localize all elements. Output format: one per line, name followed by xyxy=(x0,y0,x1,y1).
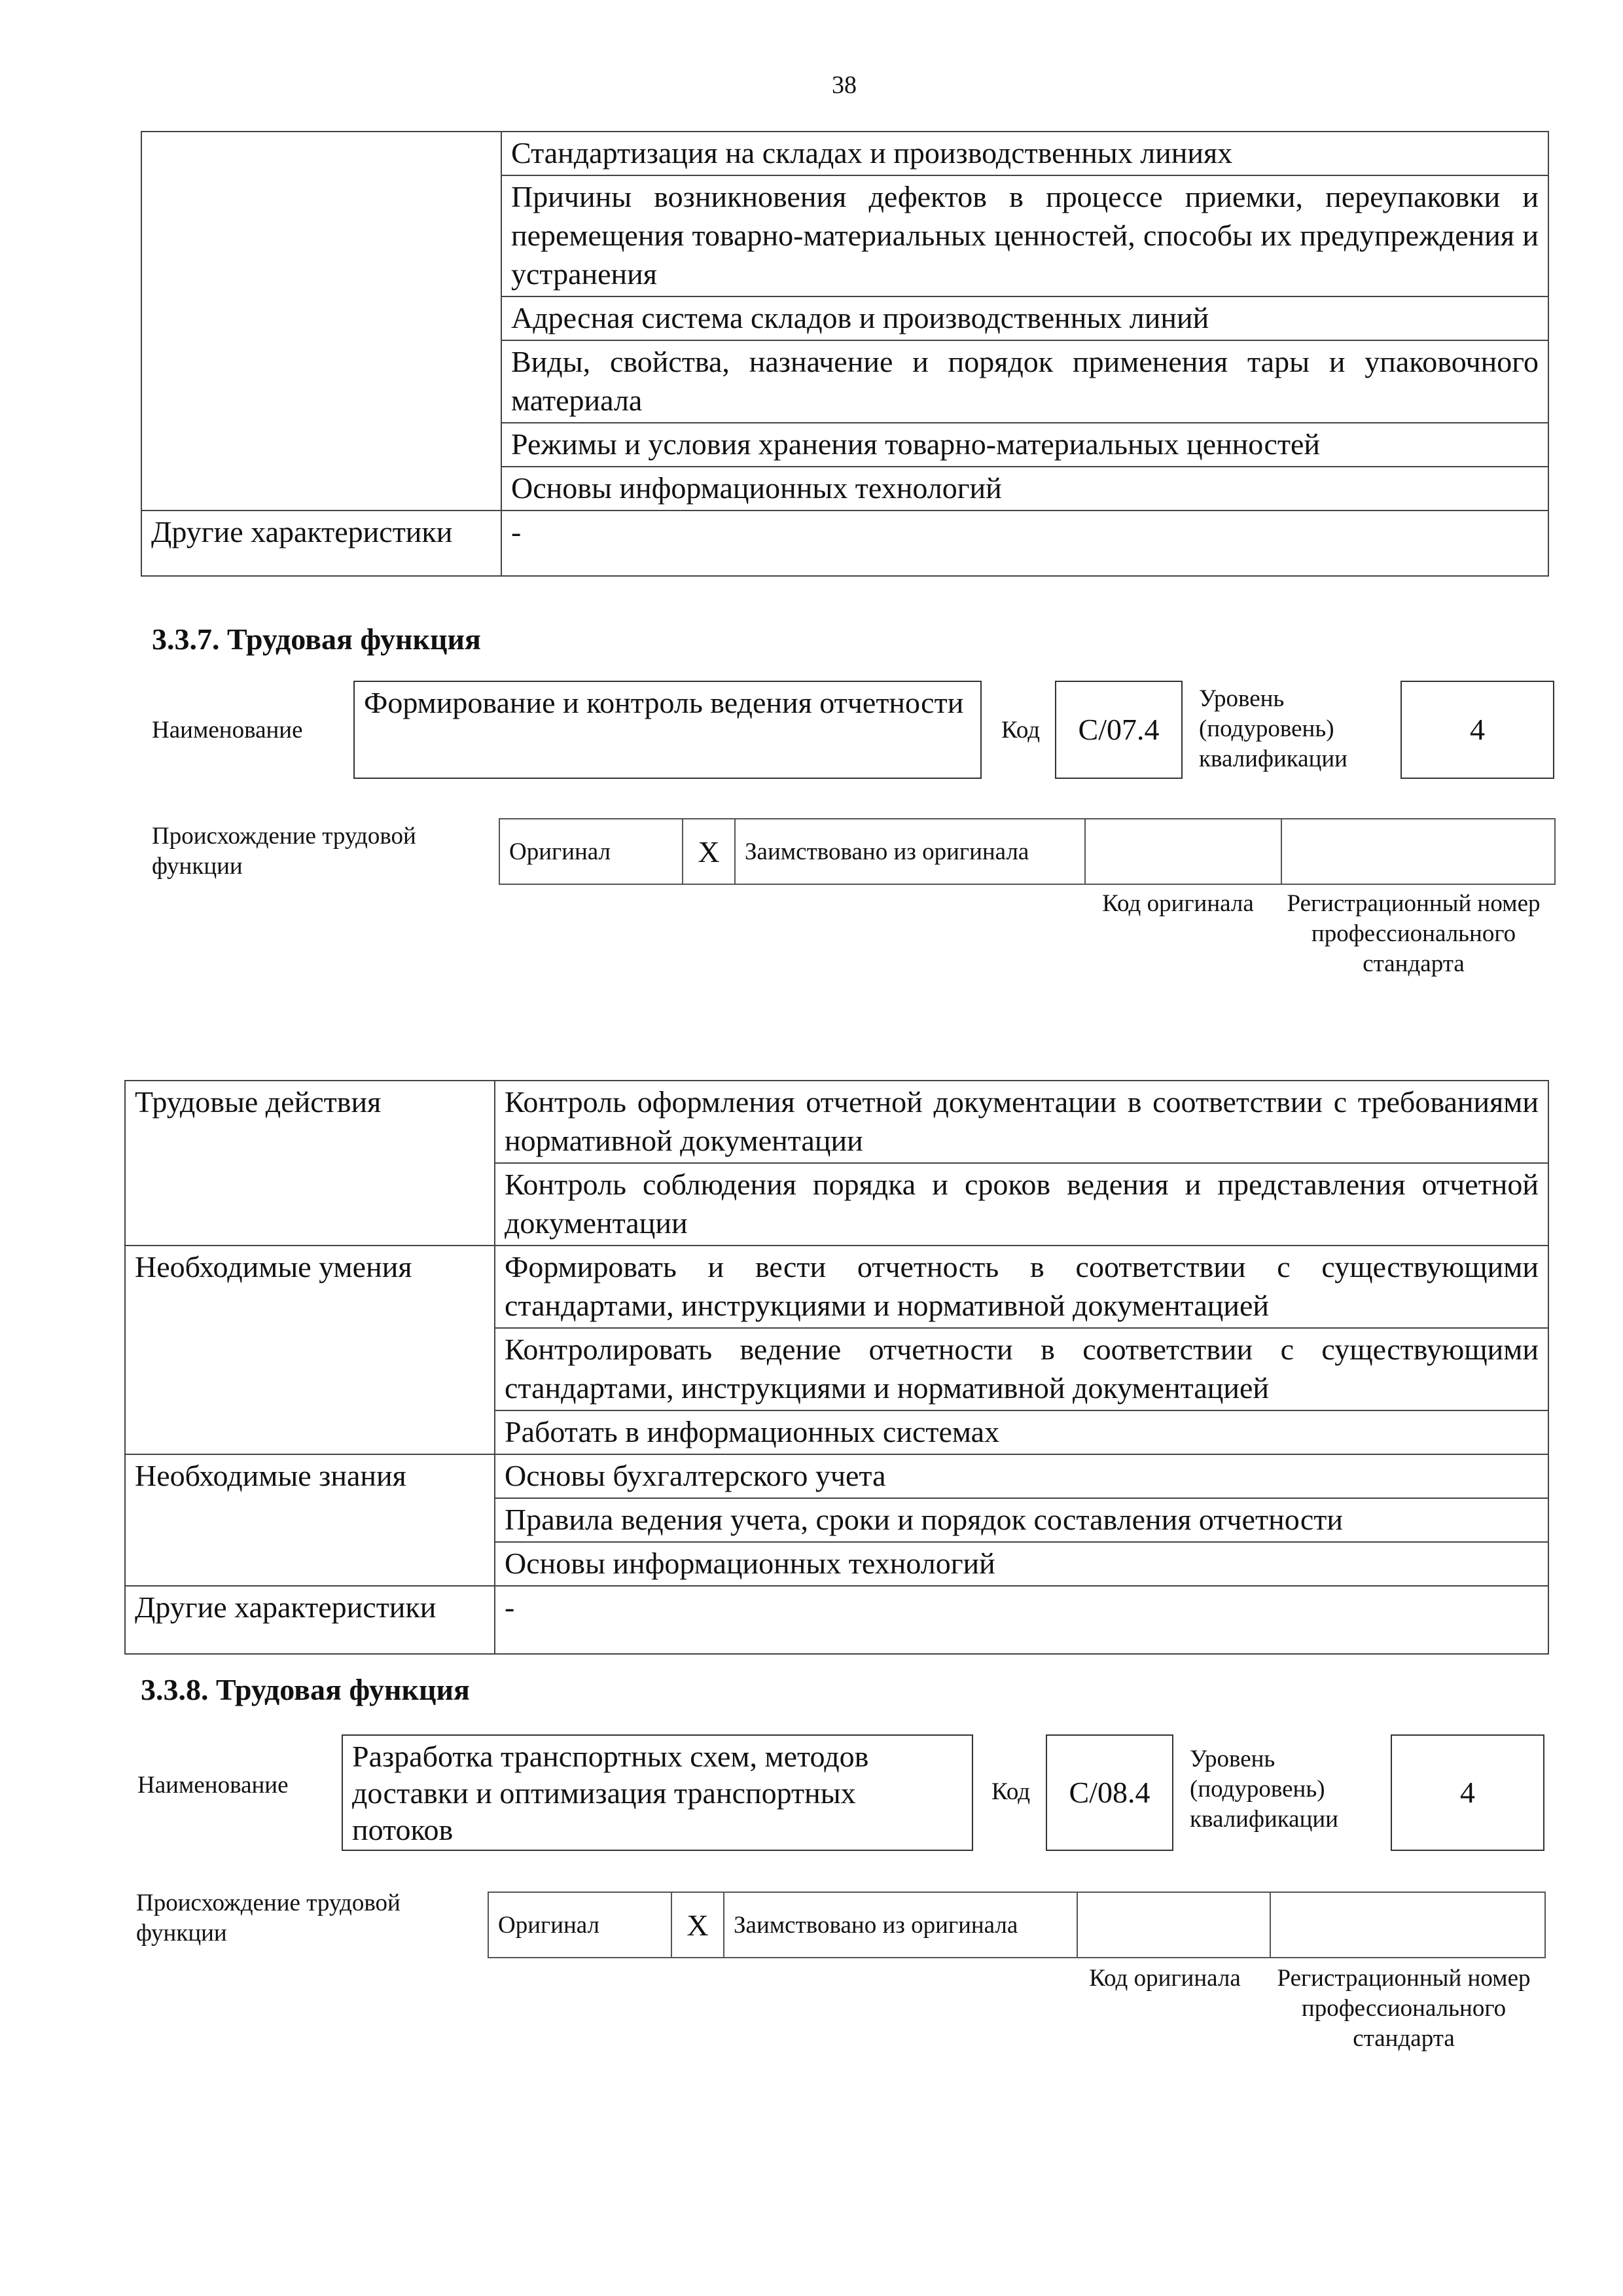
registration-number-caption: Регистрационный номер профессионального стандарта xyxy=(1287,890,1541,977)
original-mark: X xyxy=(671,1892,724,1958)
table-row: Основы информационных технологий xyxy=(495,1542,1548,1586)
table-row: Основы информационных технологий xyxy=(501,467,1548,511)
table-row: Адресная система складов и производственных линий xyxy=(501,296,1548,340)
origin-label: Происхождение трудовой функции xyxy=(152,823,416,880)
table-row: Контроль оформления отчетной документации в соответствии с требованиями нормативной документации xyxy=(495,1081,1548,1163)
table-row: Виды, свойства, назначение и порядок применения тары и упаковочного материала xyxy=(501,340,1548,423)
name-label: Наименование xyxy=(137,1772,289,1799)
code-value: C/08.4 xyxy=(1046,1734,1173,1851)
table-row: Причины возникновения дефектов в процессе приемки, переупаковки и перемещения товарно-материальных ценностей, способы их предупреждения и устранения xyxy=(501,175,1548,296)
other-characteristics-value: - xyxy=(495,1586,1548,1654)
borrowed-label: Заимствовано из оригинала xyxy=(724,1892,1077,1958)
name-label: Наименование xyxy=(152,717,303,744)
original-label: Оригинал xyxy=(488,1892,671,1958)
registration-number-caption: Регистрационный номер профессионального стандарта xyxy=(1277,1965,1531,2052)
page-number: 38 xyxy=(832,71,857,99)
table-row: Формировать и вести отчетность в соответствии с существующими стандартами, инструкциями и нормативной документацией xyxy=(495,1246,1548,1328)
other-characteristics-value: - xyxy=(501,511,1548,576)
section-heading: 3.3.7. Трудовая функция xyxy=(152,622,481,656)
required-knowledge-label: Необходимые знания xyxy=(125,1454,495,1586)
table-row: Работать в информационных системах xyxy=(495,1410,1548,1454)
section-heading: 3.3.8. Трудовая функция xyxy=(141,1673,470,1706)
table-row: Правила ведения учета, сроки и порядок составления отчетности xyxy=(495,1498,1548,1542)
level-label: Уровень (подуровень) квалификации xyxy=(1199,685,1347,772)
level-value: 4 xyxy=(1391,1734,1544,1851)
other-characteristics-label: Другие характеристики xyxy=(141,511,501,576)
code-value: C/07.4 xyxy=(1055,681,1183,779)
origin-table xyxy=(499,818,1556,885)
registration-number-cell xyxy=(1270,1892,1545,1958)
original-code-cell xyxy=(1085,819,1281,884)
table-row: Контролировать ведение отчетности в соответствии с существующими стандартами, инструкциями и нормативной документацией xyxy=(495,1328,1548,1410)
borrowed-label: Заимствовано из оригинала xyxy=(735,819,1085,884)
code-label: Код xyxy=(1001,717,1041,744)
labor-actions-label: Трудовые действия xyxy=(125,1081,495,1246)
function-name-box: Разработка транспортных схем, методов доставки и оптимизация транспортных потоков xyxy=(342,1734,973,1851)
code-label: Код xyxy=(991,1778,1031,1805)
code-original-caption: Код оригинала xyxy=(1102,890,1254,917)
table-row: Режимы и условия хранения товарно-материальных ценностей xyxy=(501,423,1548,467)
original-mark: X xyxy=(683,819,735,884)
original-label: Оригинал xyxy=(499,819,683,884)
other-characteristics-label: Другие характеристики xyxy=(125,1586,495,1654)
origin-table xyxy=(488,1892,1546,1958)
labor-function-table xyxy=(124,1080,1549,1655)
original-code-cell xyxy=(1077,1892,1270,1958)
table-row: Контроль соблюдения порядка и сроков ведения и представления отчетной документации xyxy=(495,1163,1548,1246)
registration-number-cell xyxy=(1281,819,1555,884)
code-original-caption: Код оригинала xyxy=(1089,1965,1241,1992)
origin-label: Происхождение трудовой функции xyxy=(136,1890,401,1946)
function-name-box: Формирование и контроль ведения отчетности xyxy=(353,681,982,779)
table-row: Стандартизация на складах и производственных линиях xyxy=(501,132,1548,175)
knowledge-continuation-table xyxy=(141,131,1549,577)
empty-label-cell xyxy=(141,132,501,511)
level-value: 4 xyxy=(1400,681,1554,779)
level-label: Уровень (подуровень) квалификации xyxy=(1190,1746,1338,1833)
table-row: Основы бухгалтерского учета xyxy=(495,1454,1548,1498)
required-skills-label: Необходимые умения xyxy=(125,1246,495,1454)
